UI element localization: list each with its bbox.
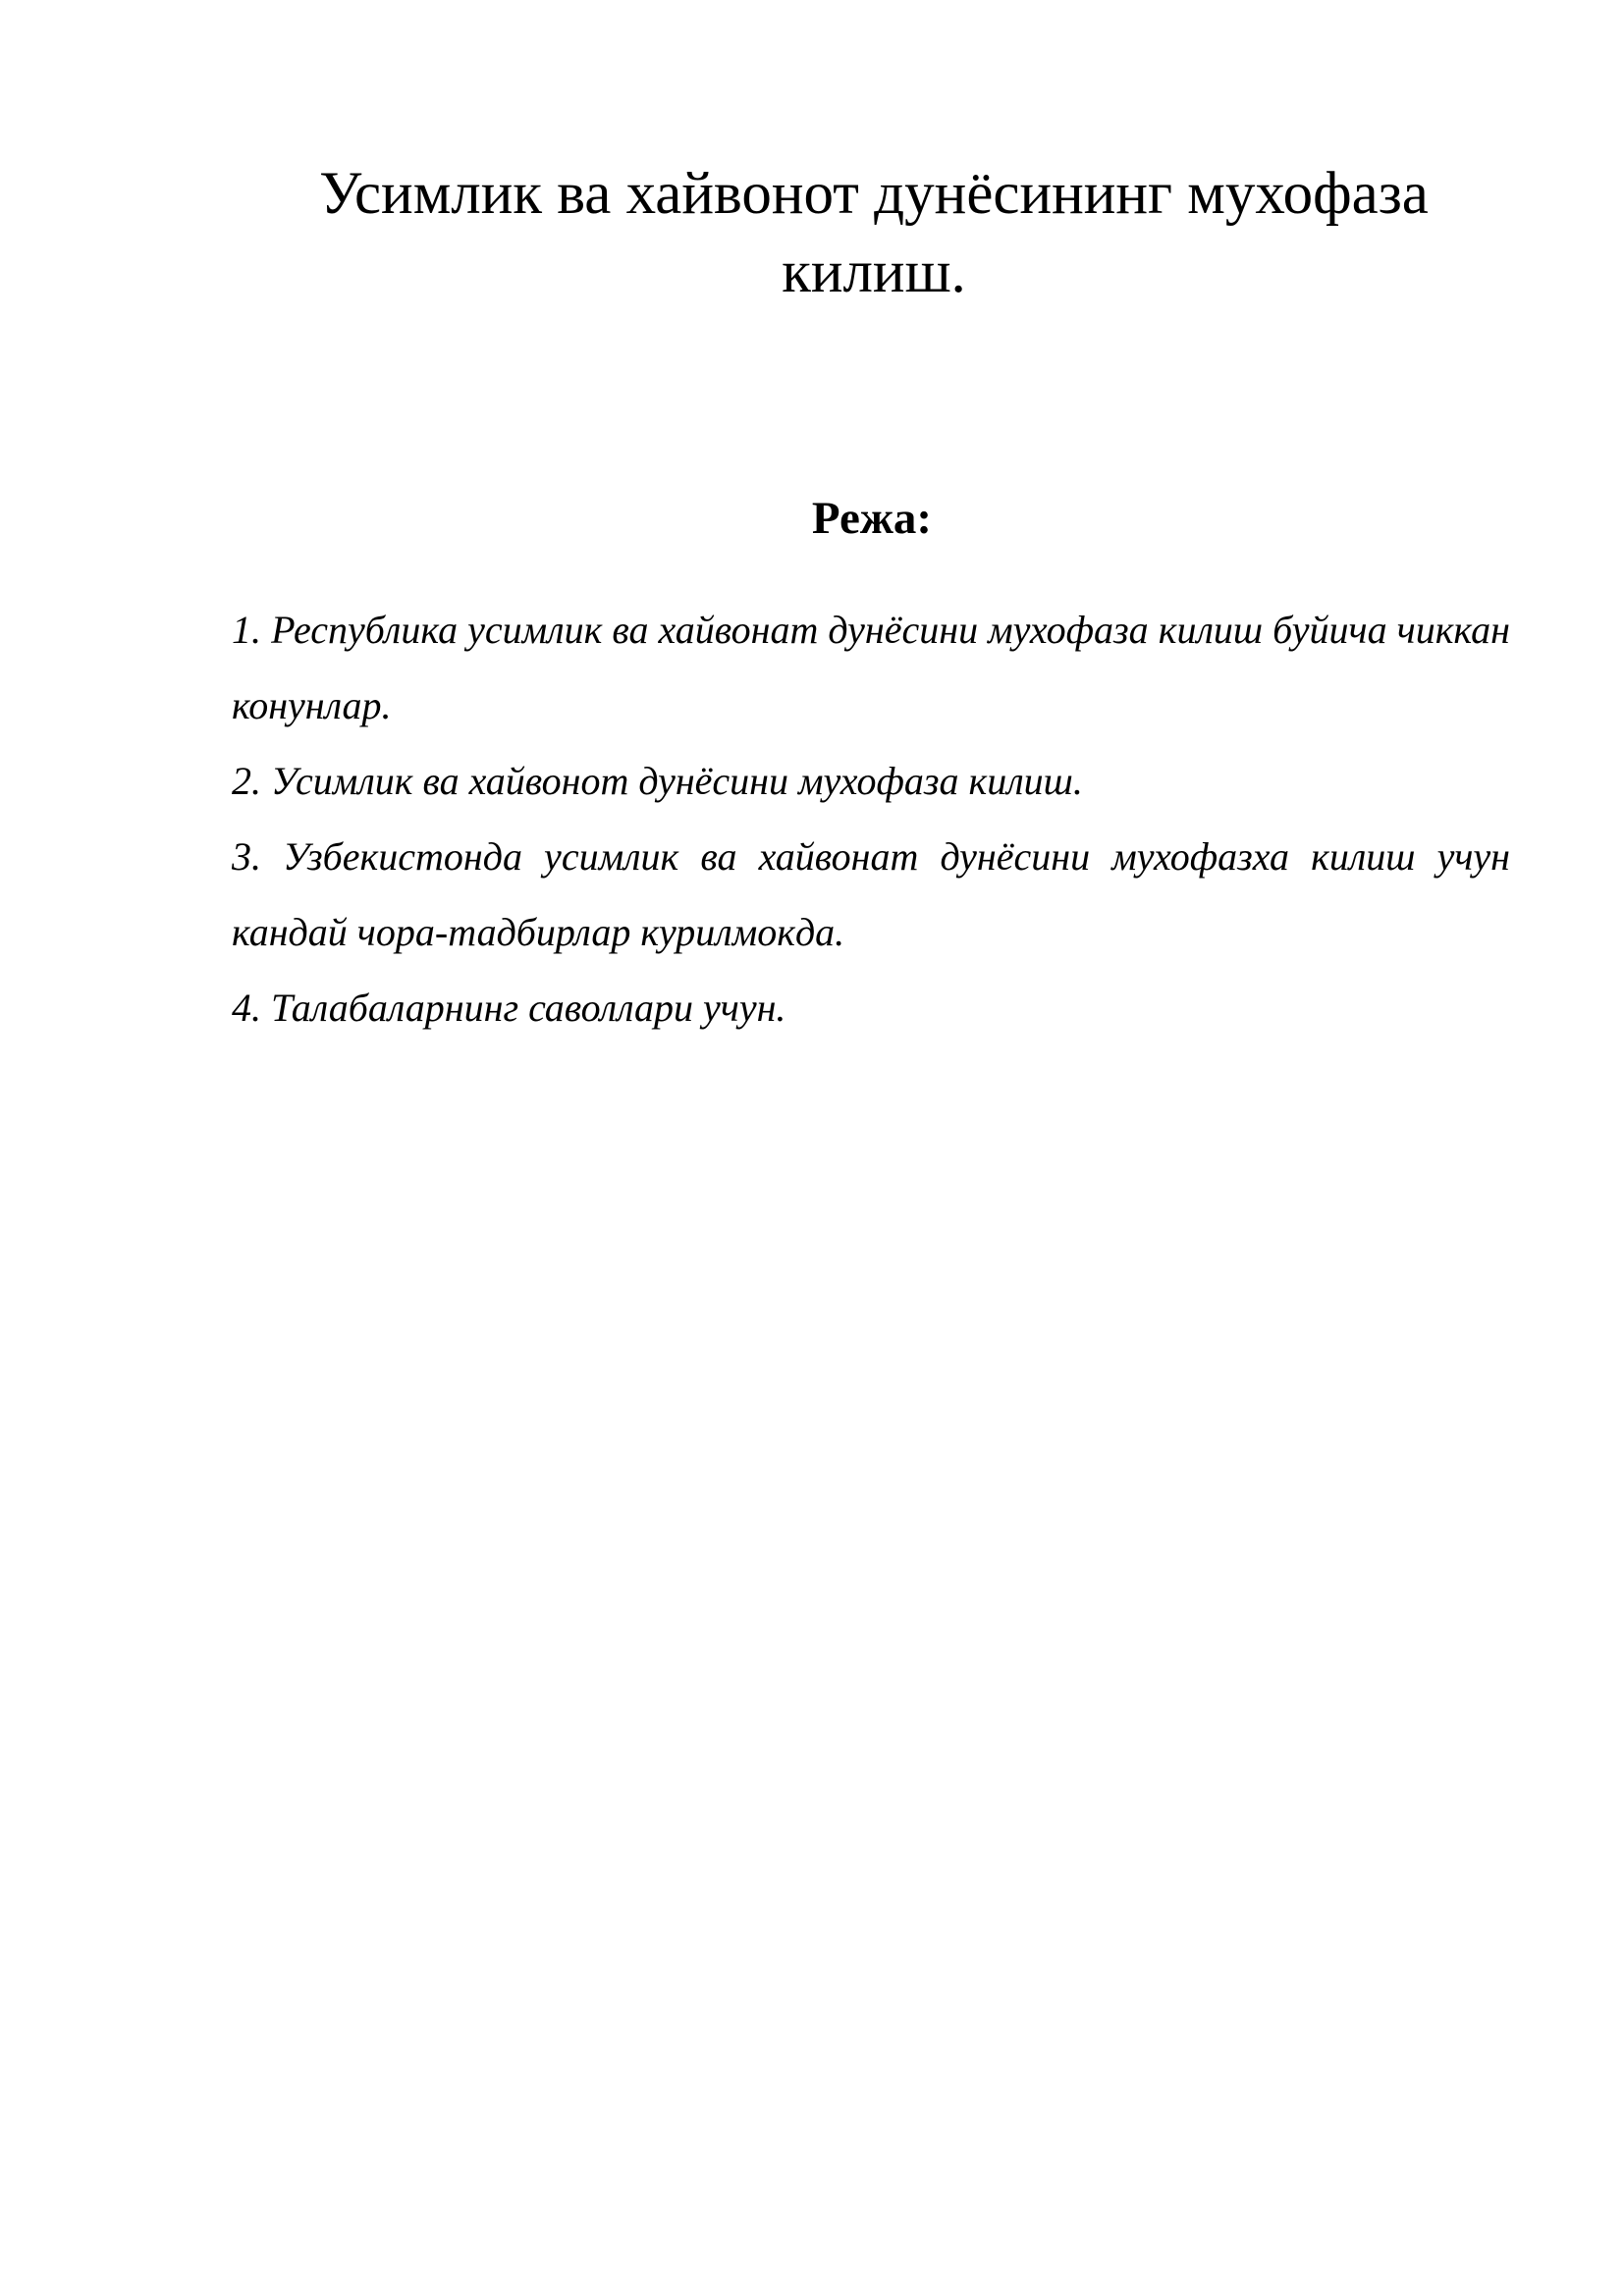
plan-item: 1. Республика усимлик ва хайвонат дунёсини мухофаза килиш буйича чиккан конунлар. [232,608,1510,727]
plan-item: 4. Талабаларнинг саволлари учун. [232,986,786,1030]
document-title: Усимлик ва хайвонот дунёсининг мухофаза килиш. [319,161,1429,305]
plan-item: 2. Усимлик ва хайвонот дунёсини мухофаза килиш. [232,759,1083,803]
plan-list [232,592,1510,1045]
plan-item: 3. Узбекистонда усимлик ва хайвонат дунёсини мухофазха килиш учун кандай чора-тадбирлар курилмокда. [232,834,1510,954]
plan-heading: Режа: [811,493,933,544]
